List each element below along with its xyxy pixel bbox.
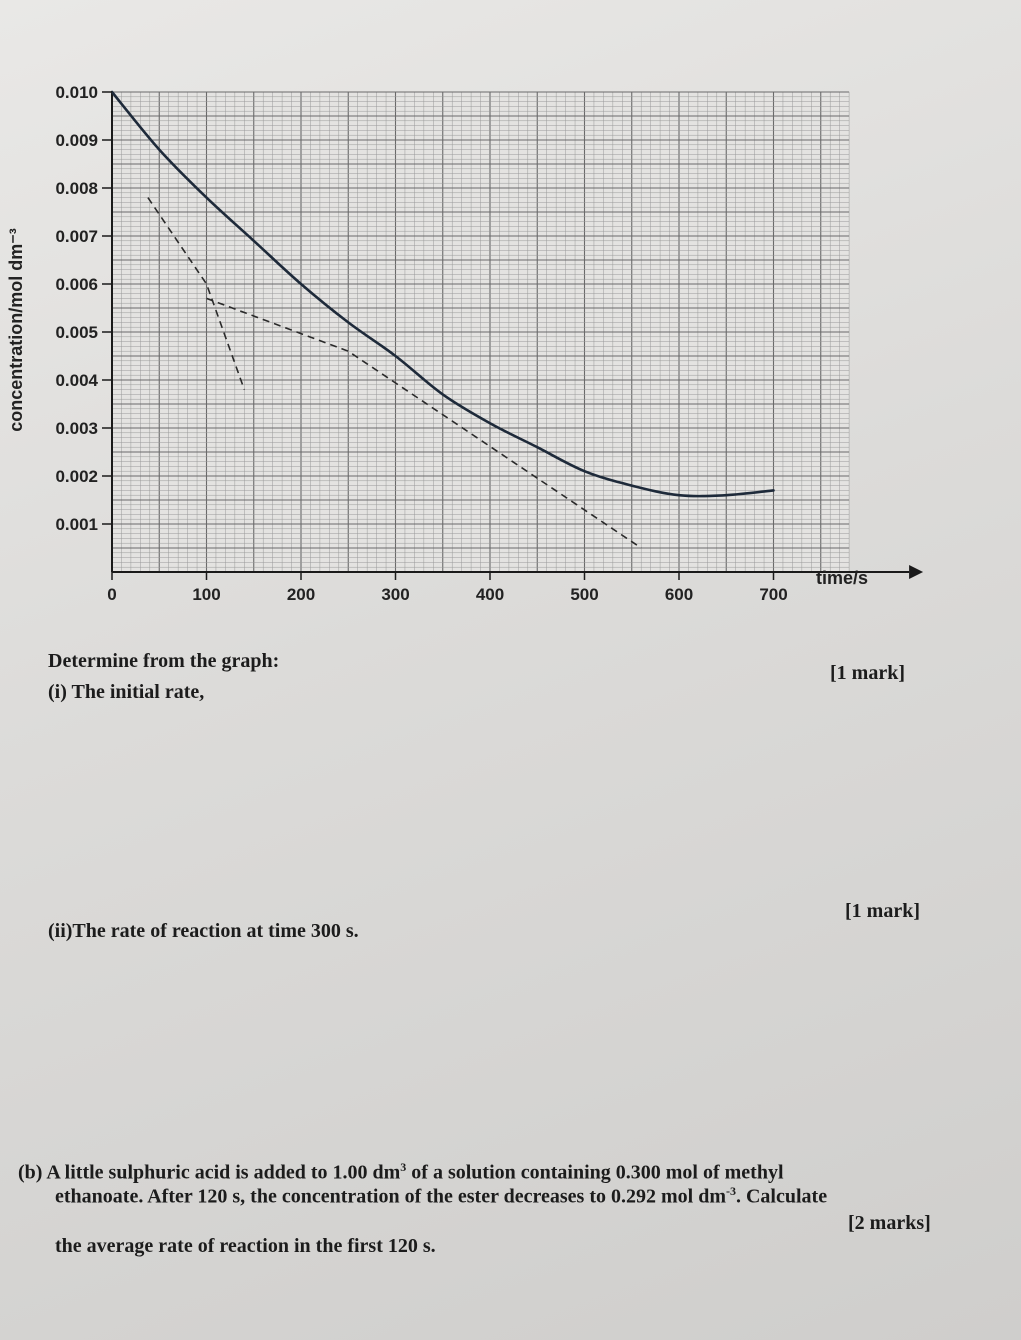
x-axis-label: time/s — [816, 568, 869, 588]
y-tick-label: 0.007 — [55, 227, 98, 246]
x-axis-arrowhead — [909, 565, 923, 579]
y-tick-label: 0.005 — [55, 323, 98, 342]
part-b-line-2-text: ethanoate. After 120 s, the concentration of the ester decreases to 0.292 mol dm — [55, 1185, 726, 1208]
question-part-i: (i) The initial rate, — [48, 681, 205, 703]
x-tick-label: 700 — [759, 585, 788, 604]
part-b-line-2-continued: . Calculate — [735, 1185, 828, 1208]
y-tick-label: 0.009 — [55, 131, 98, 150]
part-b-line-1-superscript: 3 — [400, 1160, 407, 1174]
y-tick-label: 0.002 — [55, 467, 98, 486]
x-tick-label: 100 — [192, 585, 221, 604]
y-tick-label: 0.001 — [55, 515, 98, 534]
x-tick-label: 300 — [381, 585, 410, 604]
part-b-line-1-continued: of a solution containing 0.300 mol of methyl — [406, 1161, 784, 1184]
x-tick-label: 0 — [107, 585, 117, 604]
y-tick-label: 0.010 — [55, 83, 98, 102]
y-tick-label: 0.003 — [55, 419, 98, 438]
question-part-b — [18, 1160, 998, 1270]
x-tick-label: 500 — [570, 585, 599, 604]
y-tick-label: 0.004 — [55, 371, 98, 390]
question-part-ii: (ii)The rate of reaction at time 300 s. — [48, 920, 359, 942]
part-b-line-1 — [18, 1160, 784, 1185]
y-axis-label: concentration/mol dm⁻³ — [6, 228, 26, 432]
part-i-marks: [1 mark] — [830, 662, 905, 684]
part-b-line-1-text: (b) A little sulphuric acid is added to 1.00 dm — [18, 1161, 401, 1184]
x-tick-label: 200 — [286, 585, 316, 604]
part-b-line-3: the average rate of reaction in the first 120 s. — [55, 1235, 436, 1257]
y-tick-label: 0.008 — [55, 179, 98, 198]
part-b-line-2 — [55, 1184, 827, 1209]
part-b-line-2-superscript: -3 — [725, 1184, 736, 1198]
question-intro: Determine from the graph: — [48, 650, 280, 672]
graph-paper-grid — [112, 92, 849, 572]
y-tick-label: 0.006 — [55, 275, 98, 294]
x-tick-label: 600 — [664, 585, 694, 604]
concentration-time-chart — [0, 0, 1021, 620]
x-tick-label: 400 — [475, 585, 505, 604]
part-ii-marks: [1 mark] — [845, 900, 920, 922]
part-b-marks: [2 marks] — [848, 1212, 931, 1234]
